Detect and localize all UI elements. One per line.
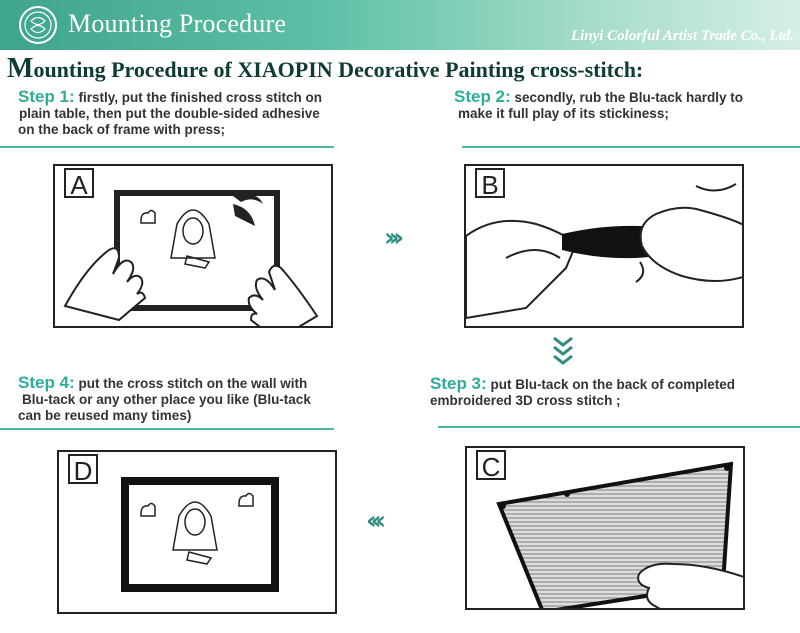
- company-name: Linyi Colorful Artist Trade Co., Ltd.: [570, 28, 794, 44]
- logo-icon: [18, 5, 58, 45]
- step-3-line-2: embroidered 3D cross stitch ;: [430, 393, 621, 408]
- panel-a-illustration: [55, 166, 333, 328]
- step-1-line-3: on the back of frame with press;: [18, 122, 226, 137]
- step-1-line-2: plain table, then put the double-sided adhesive: [19, 106, 320, 121]
- step-4-line-2: Blu-tack or any other place you like (Blu-tack: [22, 392, 311, 407]
- panel-b-illustration: [466, 166, 744, 328]
- panel-d: [57, 450, 337, 614]
- panel-d-letter: D: [68, 454, 98, 484]
- panel-c-illustration: [467, 448, 745, 610]
- panel-d-illustration: [59, 452, 337, 614]
- step-1-text: [18, 89, 322, 138]
- step-2-label: Step 2:: [454, 87, 511, 106]
- step-4-line-3: can be reused many times): [18, 408, 192, 423]
- step-2-line-2: make it full play of its stickiness;: [458, 106, 669, 121]
- step-1-label: Step 1:: [18, 87, 75, 106]
- banner-title: Mounting Procedure: [68, 9, 287, 38]
- page-title-rest: ounting Procedure of XIAOPIN Decorative Painting cross-stitch:: [33, 57, 644, 82]
- step-3-text: [430, 376, 735, 409]
- panel-b-letter: B: [475, 168, 505, 198]
- panel-c: [465, 446, 745, 610]
- step-3-divider: [438, 426, 800, 428]
- panel-a-letter: A: [64, 168, 94, 198]
- header-banner: [0, 0, 800, 50]
- step-4-line-1: put the cross stitch on the wall with: [78, 376, 308, 391]
- page-title: [7, 53, 643, 85]
- step-1-line-1: firstly, put the finished cross stitch on: [78, 90, 322, 105]
- step-1-divider: [0, 146, 334, 148]
- step-2-text: [454, 89, 743, 122]
- panel-c-letter: C: [476, 450, 506, 480]
- step-2-divider: [462, 146, 800, 148]
- step-4-text: [18, 375, 311, 424]
- arrow-down-icon: [552, 336, 574, 366]
- step-4-label: Step 4:: [18, 373, 75, 392]
- panel-a: [53, 164, 333, 328]
- step-2-line-1: secondly, rub the Blu-tack hardly to: [514, 90, 743, 105]
- step-4-divider: [0, 428, 334, 430]
- arrow-right-icon: ›››: [384, 223, 399, 253]
- page-title-initial: M: [7, 53, 34, 84]
- step-3-line-1: put Blu-tack on the back of completed: [490, 377, 735, 392]
- arrow-left-icon: ‹‹‹: [366, 506, 381, 536]
- step-3-label: Step 3:: [430, 374, 487, 393]
- panel-b: [464, 164, 744, 328]
